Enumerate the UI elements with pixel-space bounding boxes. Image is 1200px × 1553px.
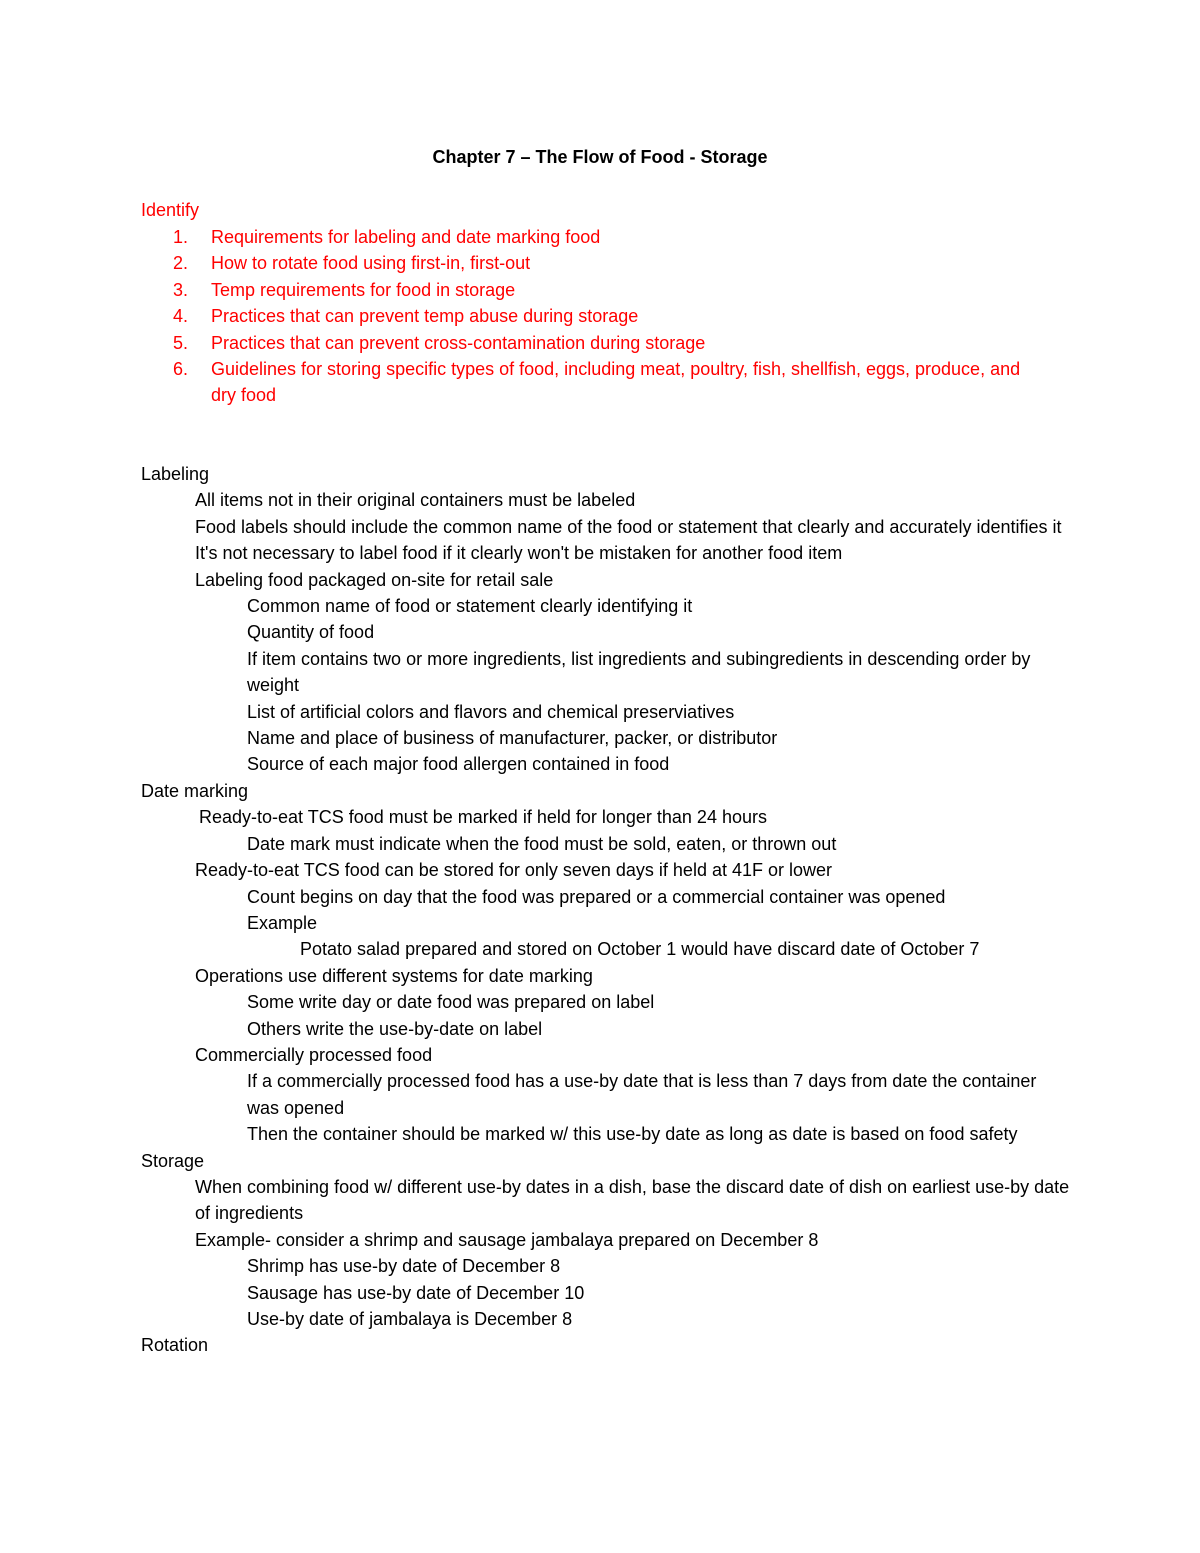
note-line: Food labels should include the common name of the food or statement that clearly and accurately identifies it — [195, 516, 1062, 537]
note-line: If item contains two or more ingredients, list ingredients and subingredients in descending order by weight — [247, 648, 1031, 696]
objective-item — [141, 356, 1041, 409]
note-line: Operations use different systems for date marking — [195, 965, 593, 986]
note-line: Labeling food packaged on-site for retail sale — [195, 569, 554, 590]
section-heading-storage: Storage — [141, 1150, 205, 1171]
note-line: List of artificial colors and flavors and chemical preserviatives — [247, 701, 735, 722]
note-line: Ready-to-eat TCS food can be stored for only seven days if held at 41F or lower — [195, 860, 833, 881]
objective-item — [141, 303, 1041, 329]
section-heading-labeling: Labeling — [141, 464, 210, 484]
objective-text: Requirements for labeling and date marking food — [211, 227, 601, 247]
note-line: Source of each major food allergen contained in food — [247, 754, 670, 775]
objective-text: How to rotate food using first-in, first-out — [211, 253, 531, 274]
note-line: Ready-to-eat TCS food must be marked if held for longer than 24 hours — [199, 807, 767, 828]
note-line: Some write day or date food was prepared on label — [247, 992, 655, 1013]
learning-objectives-list — [141, 224, 1041, 409]
note-line: Name and place of business of manufacturer, packer, or distributor — [247, 728, 778, 749]
objective-item — [141, 330, 1041, 356]
objective-text: Practices that can prevent temp abuse during storage — [211, 306, 639, 327]
note-line: Commercially processed food — [195, 1044, 433, 1065]
objective-number: 2. — [173, 253, 189, 274]
note-line: All items not in their original containers must be labeled — [195, 490, 636, 511]
note-line: Sausage has use-by date of December 10 — [247, 1282, 585, 1303]
note-line: Others write the use-by-date on label — [247, 1018, 543, 1039]
objective-number: 1. — [173, 227, 189, 247]
objective-number: 4. — [173, 306, 189, 327]
objective-number: 5. — [173, 332, 189, 353]
page-title: Chapter 7 – The Flow of Food - Storage — [432, 147, 768, 167]
note-line: Potato salad prepared and stored on October 1 would have discard date of October 7 — [300, 939, 980, 960]
objective-item — [141, 224, 1041, 250]
notes-outline — [141, 461, 1071, 1359]
note-line: It's not necessary to label food if it clearly won't be mistaken for another food item — [195, 543, 843, 564]
note-line: When combining food w/ different use-by dates in a dish, base the discard date of dish on earliest use-by date of ingredients — [195, 1176, 1070, 1224]
note-line: Shrimp has use-by date of December 8 — [247, 1256, 561, 1277]
identify-heading: Identify — [141, 200, 200, 220]
objective-text: Guidelines for storing specific types of food, including meat, poultry, fish, shellfish, eggs, produce, and dry food — [211, 359, 1021, 406]
note-line: If a commercially processed food has a use-by date that is less than 7 days from date the container was opened — [247, 1071, 1037, 1118]
note-line: Quantity of food — [247, 622, 375, 643]
note-line: Use-by date of jambalaya is December 8 — [247, 1309, 573, 1329]
objective-item — [141, 277, 1041, 303]
section-heading-rotation: Rotation — [141, 1335, 209, 1356]
objective-text: Temp requirements for food in storage — [211, 279, 516, 300]
note-line: Example- consider a shrimp and sausage jambalaya prepared on December 8 — [195, 1229, 819, 1250]
objective-number: 3. — [173, 279, 189, 300]
section-heading-date-marking: Date marking — [141, 780, 249, 801]
note-line: Common name of food or statement clearly identifying it — [247, 596, 693, 617]
objective-item — [141, 250, 1041, 276]
note-line: Count begins on day that the food was prepared or a commercial container was opened — [247, 886, 946, 907]
objective-number: 6. — [173, 359, 189, 380]
note-line: Example — [247, 912, 318, 933]
objective-text: Practices that can prevent cross-contamination during storage — [211, 332, 706, 353]
note-line: Date mark must indicate when the food must be sold, eaten, or thrown out — [247, 833, 837, 854]
note-line: Then the container should be marked w/ this use-by date as long as date is based on food safety — [247, 1124, 1018, 1145]
